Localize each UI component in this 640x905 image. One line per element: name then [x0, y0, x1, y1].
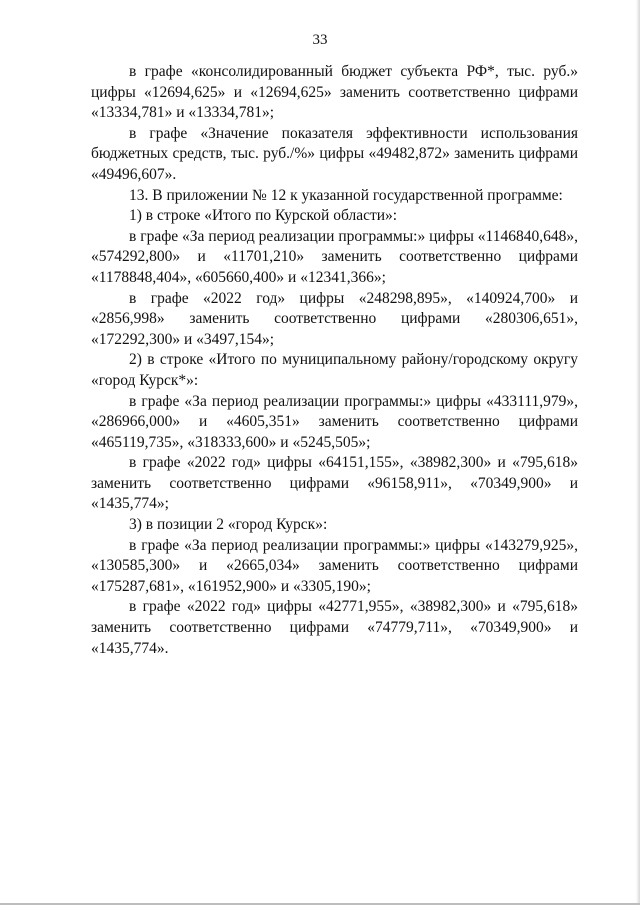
page-edge-shadow: [636, 0, 640, 905]
document-body: [91, 62, 578, 659]
page-number: 33: [312, 32, 328, 48]
paragraph-subitem-3-heading: 3) в позиции 2 «город Курск»:: [129, 516, 328, 534]
paragraph-subitem-2-heading: 2) в строке «Итого по муниципальному району/городскому округу «город Курск*»:: [91, 351, 578, 389]
paragraph-municipal-program-period: в графе «За период реализации программы:» цифры «433111,979», «286966,000» и «4605,351» заменить соответственно цифрами «465119,735», «318333,600» и «5245,505»;: [91, 392, 578, 451]
paragraph-item-13-heading: 13. В приложении № 12 к указанной государственной программе:: [129, 186, 563, 204]
paragraph-subitem-1-heading: 1) в строке «Итого по Курской области»:: [129, 207, 398, 225]
paragraph-kursk-city-2022: в графе «2022 год» цифры «42771,955», «38982,300» и «795,618» заменить соответственно цифрами «74779,711», «70349,900» и «1435,774».: [91, 598, 578, 657]
paragraph-municipal-2022: в графе «2022 год» цифры «64151,155», «38982,300» и «795,618» заменить соответственно цифрами «96158,911», «70349,900» и «1435,774»;: [91, 454, 578, 513]
paragraph-efficiency-indicator-column: в графе «Значение показателя эффективности использования бюджетных средств, тыс. руб./%» цифры «49482,872» заменить цифрами «49496,607».: [91, 124, 578, 183]
paragraph-kursk-region-program-period: в графе «За период реализации программы:» цифры «1146840,648», «574292,800» и «11701,210» заменить соответственно цифрами «1178848,404», «605660,400» и «12341,366»;: [91, 227, 578, 286]
paragraph-consolidated-budget-column: в графе «консолидированный бюджет субъекта РФ*, тыс. руб.» цифры «12694,625» и «12694,625» заменить соответственно цифрами «13334,781» и «13334,781»;: [91, 63, 578, 122]
paragraph-kursk-city-program-period: в графе «За период реализации программы:» цифры «143279,925», «130585,300» и «2665,034» заменить соответственно цифрами «175287,681», «161952,900» и «3305,190»;: [91, 536, 578, 595]
paragraph-kursk-region-2022: в графе «2022 год» цифры «248298,895», «140924,700» и «2856,998» заменить соответственно цифрами «280306,651», «172292,300» и «3497,154»;: [91, 289, 578, 348]
